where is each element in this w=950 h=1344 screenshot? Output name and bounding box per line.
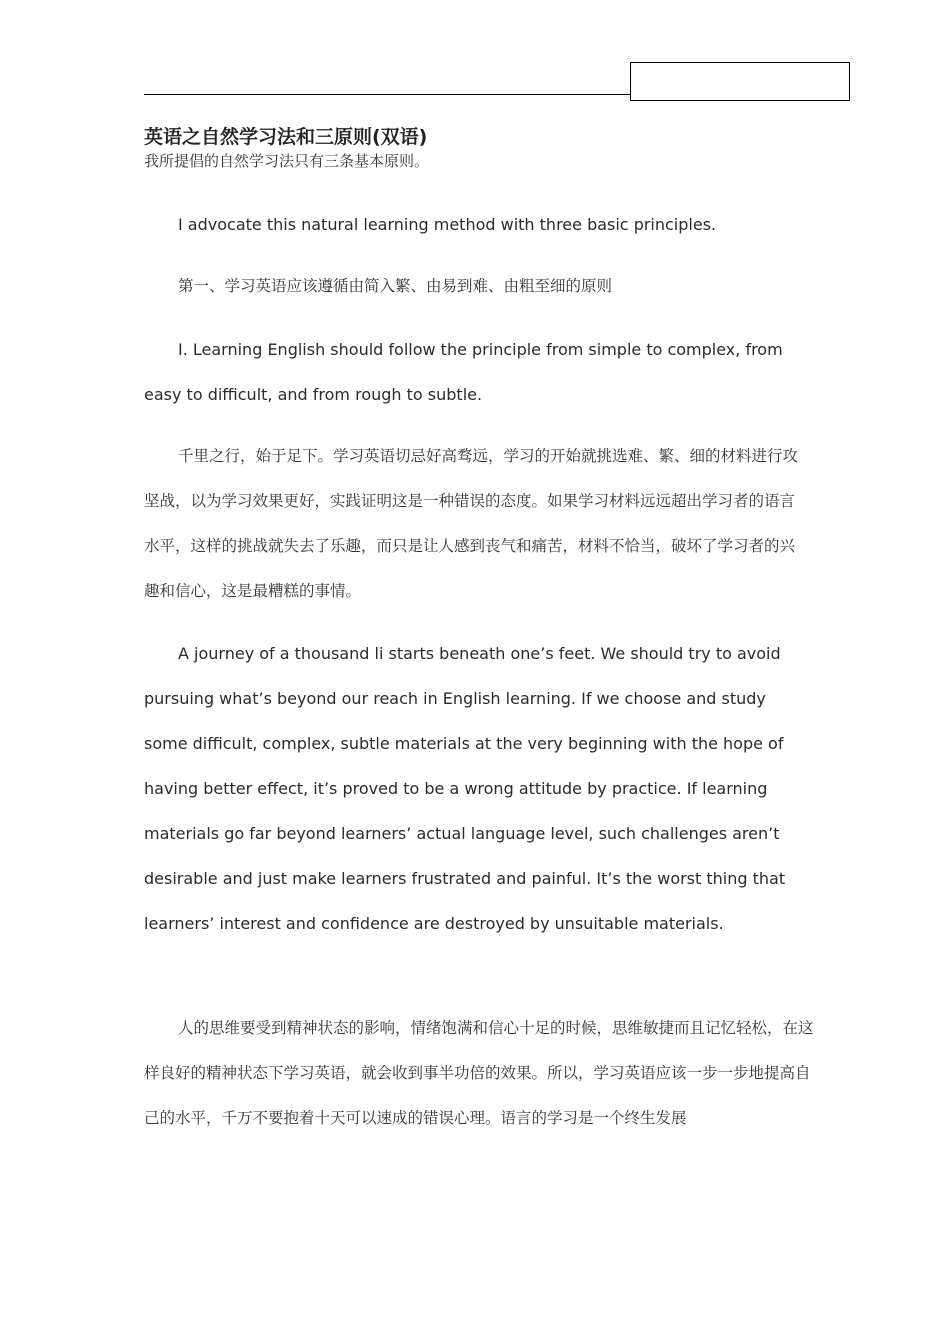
- paragraph-principle1-zh: 第一、学习英语应该遵循由简入繁、由易到难、由粗至细的原则: [178, 277, 613, 295]
- header-box: [630, 62, 850, 101]
- paragraph-journey-en: A journey of a thousand li starts beneath one’s feet. We should try to avoid pursuing what’s beyond our reach in English learning. If we choose and study some difficult, complex, subtle materials at the very beginning with the hope of having better effect, it’s proved to be a wrong attitude by practice. If learning materials go far beyond learners’ actual language level, such challenges aren’t desirable and just make learners frustrated and painful. It’s the worst thing that learners’ interest and confidence are destroyed by unsuitable materials.: [144, 644, 786, 933]
- paragraph-thinking-zh: 人的思维要受到精神状态的影响，情绪饱满和信心十足的时候，思维敏捷而且记忆轻松，在这样良好的精神状态下学习英语，就会收到事半功倍的效果。所以，学习英语应该一步一步地提高自己的水平，千万不要抱着十天可以速成的错误心理。语言的学习是一个终生发展: [144, 1019, 814, 1127]
- paragraph-journey-zh: 千里之行，始于足下。学习英语切忌好高骛远，学习的开始就挑选难、繁、细的材料进行攻坚战，以为学习效果更好，实践证明这是一种错误的态度。如果学习材料远远超出学习者的语言水平，这样的挑战就失去了乐趣，而只是让人感到丧气和痛苦，材料不恰当，破坏了学习者的兴趣和信心，这是最糟糕的事情。: [144, 447, 799, 600]
- document-title: 英语之自然学习法和三原则(双语): [144, 126, 428, 148]
- header-rule: [144, 94, 631, 95]
- document-subtitle: 我所提倡的自然学习法只有三条基本原则。: [144, 152, 430, 170]
- paragraph-intro-en: I advocate this natural learning method with three basic principles.: [178, 215, 717, 234]
- paragraph-principle1-en: I. Learning English should follow the principle from simple to complex, from easy to difficult, and from rough to subtle.: [144, 340, 783, 404]
